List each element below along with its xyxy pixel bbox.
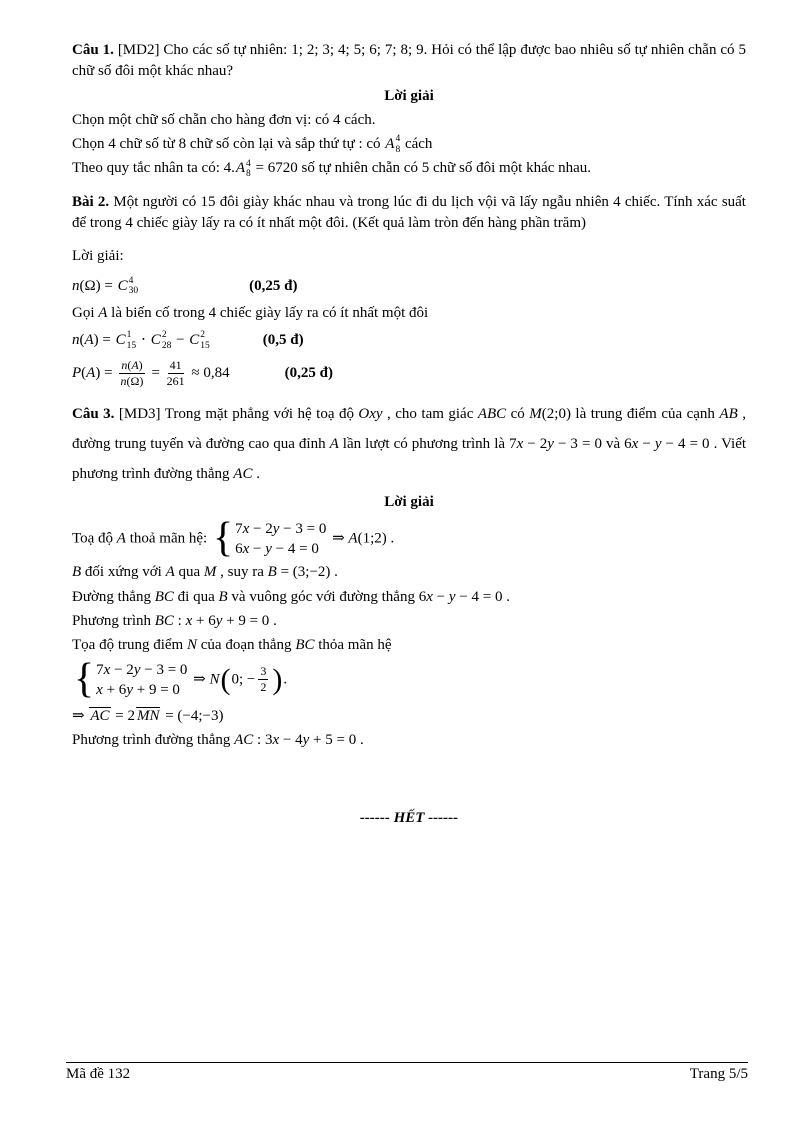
end-marker: ------ HẾT ------	[359, 809, 459, 826]
bai-2-probability-line: P(A) = $\frac{n(A)}{n(\Omega)}$ = $\frac{41}{261}$ ≈ 0,84 (0,25 đ)	[72, 357, 333, 388]
document-content	[72, 40, 746, 829]
question-1-statement: Câu 1. [MD2] Cho các số tự nhiên: 1; 2; 3; 4; 5; 6; 7; 8; 9. Hỏi có thể lập được bao nhiêu số tự nhiên chẵn có 5 chữ số đôi một khác nhau?	[72, 42, 746, 80]
q3-point-b-line: B đối xứng với A qua M , suy ra B = (3;−2) .	[72, 564, 338, 581]
q3-system-n-line: { 7x − 2y − 3 = 0 x + 6y + 9 = 0 ⇒ N(0; − $\frac{3}{2}$ ).	[74, 655, 288, 702]
question-1-step-1: Chọn một chữ số chẵn cho hàng đơn vị: có 4 cách.	[72, 111, 376, 128]
bai-2-na-line: n(A) = C 1 15 ⋅ C 2 28 − C 2 15 (0,5 đ)	[72, 330, 304, 351]
bai-2-solution-label: Lời giải:	[72, 248, 124, 265]
bai-2-statement: Bài 2. Một người có 15 đôi giày khác nhau và trong lúc đi du lịch vội vã lấy ngẫu nhiên 4 chiếc. Tính xác suất để trong 4 chiếc giày lấy ra có ít nhất một đôi. (Kết quả làm tròn đến hàng phần trăm)	[72, 193, 746, 232]
q3-midpoint-n-line: Tọa độ trung điểm N của đoạn thẳng BC thỏa mãn hệ	[72, 637, 392, 654]
question-3-statement: Câu 3. [MD3] Trong mặt phẳng với hệ toạ độ Oxy , cho tam giác ABC có M(2;0) là trung điểm của cạnh AB , đường trung tuyến và đường cao qua đỉnh A lần lượt có phương trình là 7x − 2y − 3 = 0 và 6x − y − 4 = 0 . Viết phương trình đường thẳng AC .	[72, 405, 747, 482]
q3-coordinates-a-line: Toạ độ A thoả mãn hệ: { 7x − 2y − 3 = 0 6x − y − 4 = 0 ⇒ A(1;2) .	[72, 515, 395, 562]
question-1-solution-heading: Lời giải	[384, 87, 434, 104]
bai-2-sample-space-line: n(Ω) = C 4 30 (0,25 đ)	[72, 275, 298, 297]
q3-vector-line: ⇒ AC = 2 MN = (−4;−3)	[72, 708, 224, 725]
question-1-step-2: Chọn 4 chữ số từ 8 chữ số còn lại và sắp thứ tự : có A 4 8 cách	[72, 134, 433, 155]
page-footer	[66, 1062, 748, 1083]
q3-ac-equation-line: Phương trình đường thẳng AC : 3x − 4y + 5 = 0 .	[72, 732, 364, 749]
question-1-step-3: Theo quy tắc nhân ta có: 4. A 4 8 = 6720 số tự nhiên chẵn có 5 chữ số đôi một khác nhau.	[72, 158, 592, 180]
bai-2-event-line: Gọi A là biến cố trong 4 chiếc giày lấy ra có ít nhất một đôi	[72, 304, 429, 321]
q3-bc-equation-line: Phương trình BC : x + 6y + 9 = 0 .	[72, 612, 277, 629]
q3-line-bc: Đường thẳng BC đi qua B và vuông góc với đường thẳng 6x − y − 4 = 0 .	[72, 588, 510, 605]
exam-code: Mã đề 132	[66, 1066, 131, 1082]
question-3-solution-heading: Lời giải	[384, 493, 434, 510]
page-number: Trang 5/5	[689, 1066, 748, 1082]
